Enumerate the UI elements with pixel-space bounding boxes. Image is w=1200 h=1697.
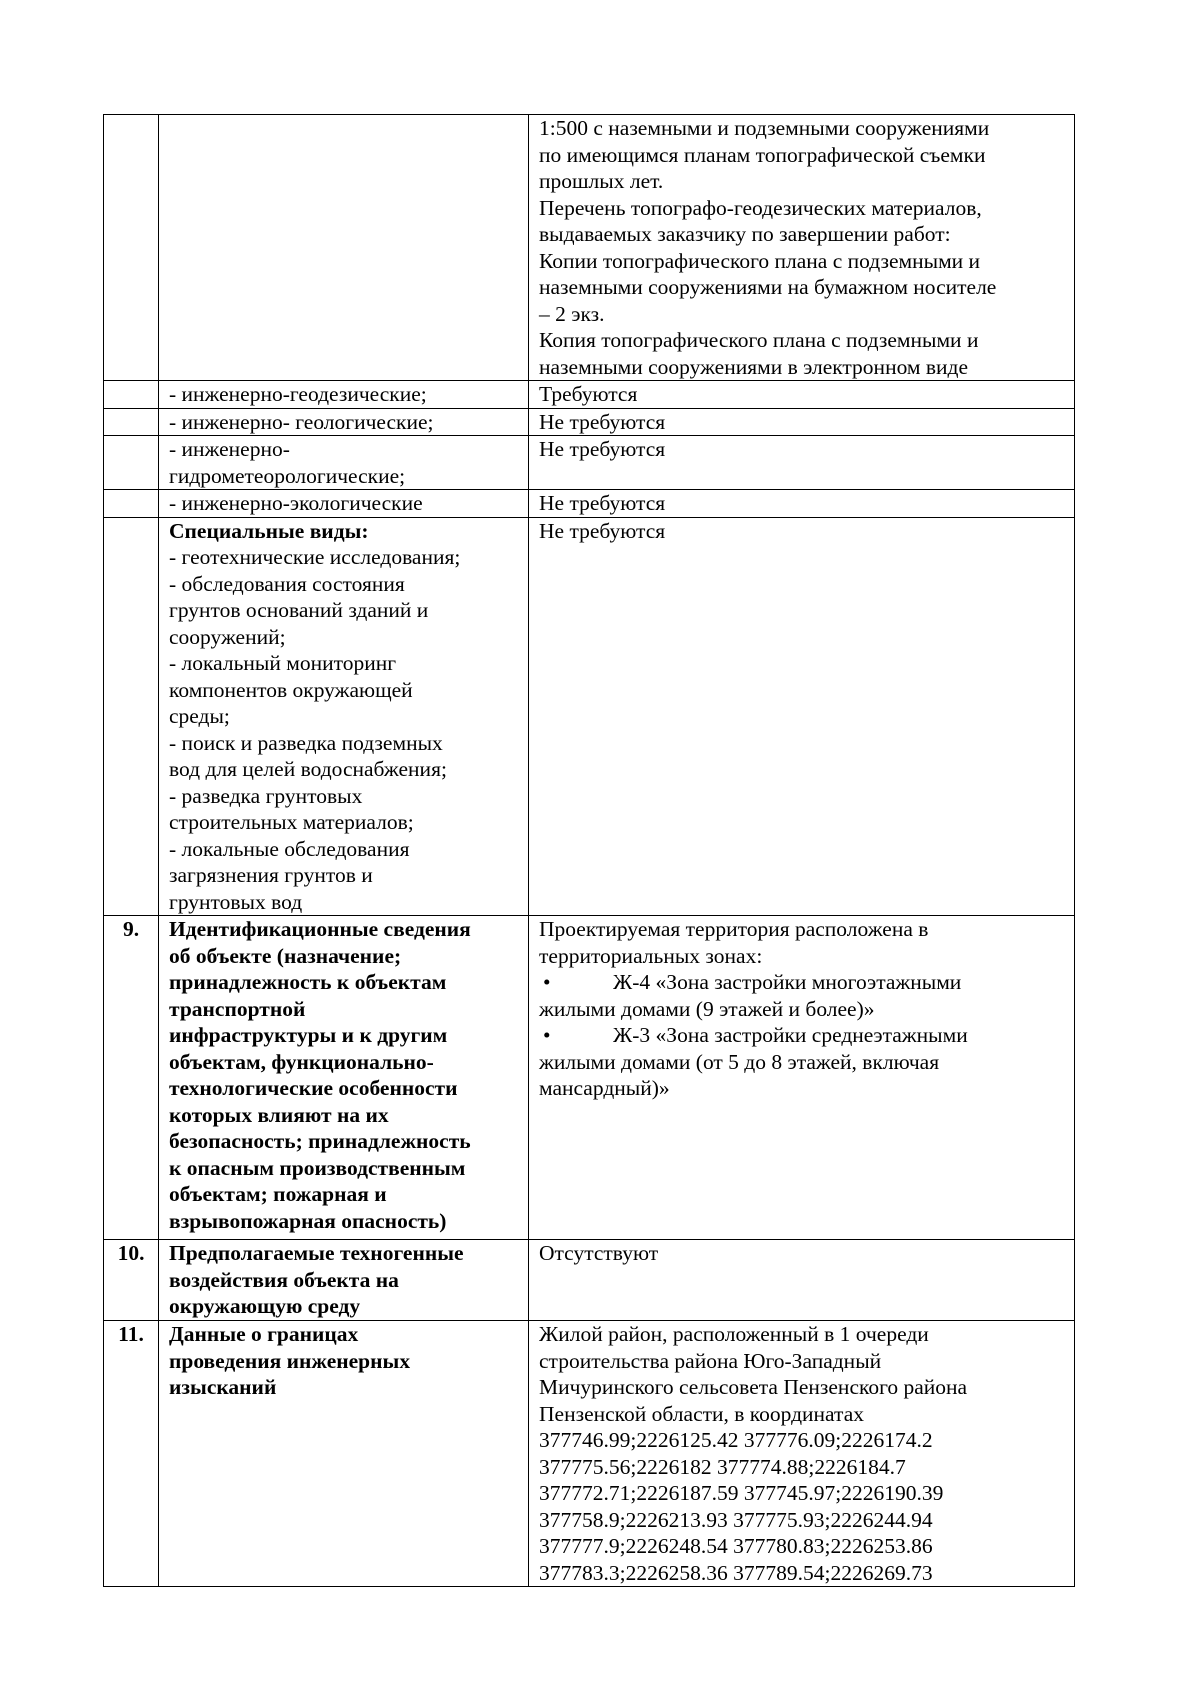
survey-status: Не требуются [539, 518, 666, 543]
text-line: Мичуринского сельсовета Пензенского района [539, 1375, 968, 1399]
text-line: воздействия объекта на [169, 1267, 399, 1292]
coordinates-line: 377746.99;2226125.42 377776.09;2226174.2 [539, 1428, 933, 1452]
text-line: - обследования состояния [169, 571, 405, 596]
text-line: выдаваемых заказчику по завершении работ: [539, 222, 951, 246]
text-line: - геотехнические исследования; [169, 545, 461, 569]
text-line: сооружений; [169, 624, 286, 649]
text-line: прошлых лет. [539, 169, 664, 193]
value-cell [529, 381, 1075, 409]
label-cell [159, 517, 529, 916]
coordinates-line: 377758.9;2226213.93 377775.93;2226244.94 [539, 1507, 933, 1532]
text-line: объектам, функционально- [169, 1049, 434, 1074]
value-cell [529, 1321, 1075, 1587]
survey-type-label: - инженерно-экологические [169, 491, 423, 515]
text-line: грунтов оснований зданий и [169, 598, 429, 622]
table-row [104, 408, 1075, 436]
label-cell [159, 1240, 529, 1321]
table-row [104, 517, 1075, 916]
text-line: Данные о границах [169, 1322, 359, 1346]
text-line: по имеющимся планам топографической съемки [539, 142, 986, 167]
zone-text: Ж-4 «Зона застройки многоэтажными [613, 970, 962, 994]
row-number-cell [104, 115, 159, 381]
text-line: вод для целей водоснабжения; [169, 757, 447, 781]
table-row [104, 436, 1075, 490]
row-number-cell [104, 490, 159, 518]
coordinates-line: 377777.9;2226248.54 377780.83;2226253.86 [539, 1534, 933, 1558]
text-line: территориальных зонах: [539, 943, 763, 968]
survey-status: Не требуются [539, 437, 666, 461]
text-line: об объекте (назначение; [169, 943, 402, 968]
table-row [104, 916, 1075, 1240]
text-line: Копии топографического плана с подземными и [539, 248, 981, 273]
text-line: - локальные обследования [169, 836, 410, 861]
text-line: Идентификационные сведения [169, 917, 471, 941]
text-line: транспортной [169, 996, 306, 1021]
text-line: окружающую среду [169, 1294, 361, 1318]
text-line: мансардный)» [539, 1076, 670, 1100]
value-cell [529, 436, 1075, 490]
value-cell [529, 1240, 1075, 1321]
text-line: Пензенской области, в координатах [539, 1401, 864, 1426]
table-row [104, 490, 1075, 518]
zone-list-item [539, 1022, 1068, 1049]
text-line: наземными сооружениями в электронном виде [539, 354, 969, 379]
label-cell [159, 490, 529, 518]
label-cell [159, 1321, 529, 1587]
text-line: к опасным производственным [169, 1155, 466, 1180]
survey-type-label: - инженерно- [169, 437, 290, 461]
text-line: среды; [169, 704, 230, 728]
bullet-icon: • [543, 1023, 551, 1047]
value-cell [529, 115, 1075, 381]
text-line: которых влияют на их [169, 1102, 389, 1127]
row-number: 11. [104, 1321, 159, 1587]
text-line: жилыми домами (от 5 до 8 этажей, включая [539, 1049, 940, 1074]
survey-status: Не требуются [539, 409, 666, 434]
table-row [104, 115, 1075, 381]
label-cell [159, 916, 529, 1240]
text-line: грунтовых вод [169, 889, 303, 914]
text-line: объектам; пожарная и [169, 1182, 387, 1206]
coordinates-line: 377775.56;2226182 377774.88;2226184.7 [539, 1454, 906, 1479]
table-row [104, 381, 1075, 409]
table-row [104, 1240, 1075, 1321]
special-types-heading: Специальные виды: [169, 518, 369, 543]
text-line: строительных материалов; [169, 810, 414, 834]
text-line: технологические особенности [169, 1076, 458, 1100]
table-row [104, 1321, 1075, 1587]
text-line: компонентов окружающей [169, 677, 413, 702]
survey-status: Не требуются [539, 491, 666, 515]
label-cell [159, 408, 529, 436]
text-line: проведения инженерных [169, 1348, 411, 1373]
text-line: 1:500 с наземными и подземными сооружениями [539, 116, 990, 140]
survey-status: Требуются [539, 382, 638, 406]
text-line: загрязнения грунтов и [169, 863, 373, 887]
text-line: – 2 экз. [539, 301, 605, 326]
zone-text: Ж-3 «Зона застройки среднеэтажными [613, 1023, 968, 1047]
text-line: Перечень топографо-геодезических материалов, [539, 195, 982, 220]
value-cell [529, 916, 1075, 1240]
text-line: строительства района Юго-Западный [539, 1348, 882, 1373]
text-line: принадлежность к объектам [169, 970, 447, 994]
requirements-table [103, 114, 1075, 1587]
document-page [103, 114, 1074, 1587]
value-cell [529, 517, 1075, 916]
row-number-cell [104, 517, 159, 916]
survey-type-label: - инженерно- геологические; [169, 409, 434, 434]
row-number-cell [104, 381, 159, 409]
text-line: - разведка грунтовых [169, 783, 363, 808]
text-line: инфраструктуры и к другим [169, 1023, 448, 1047]
row-number: 10. [104, 1240, 159, 1321]
label-cell [159, 436, 529, 490]
row-number-cell [104, 436, 159, 490]
impact-value: Отсутствуют [539, 1241, 659, 1265]
row-number: 9. [104, 916, 159, 1240]
zone-list-item [539, 969, 1068, 996]
text-line: Проектируемая территория расположена в [539, 917, 929, 941]
text-line: - локальный мониторинг [169, 651, 397, 675]
text-line: Предполагаемые техногенные [169, 1241, 464, 1265]
label-cell [159, 115, 529, 381]
coordinates-line: 377783.3;2226258.36 377789.54;2226269.73 [539, 1560, 933, 1585]
coordinates-line: 377772.71;2226187.59 377745.97;2226190.39 [539, 1481, 944, 1505]
text-line: Жилой район, расположенный в 1 очереди [539, 1322, 929, 1346]
text-line: наземными сооружениями на бумажном носителе [539, 275, 997, 299]
value-cell [529, 490, 1075, 518]
text-line: изысканий [169, 1375, 277, 1399]
text-line: Копия топографического плана с подземными и [539, 328, 979, 352]
text-line: безопасность; принадлежность [169, 1129, 471, 1153]
row-number-cell [104, 408, 159, 436]
value-cell [529, 408, 1075, 436]
text-line: жилыми домами (9 этажей и более)» [539, 996, 875, 1021]
text-line: - поиск и разведка подземных [169, 730, 443, 755]
text-line: взрывопожарная опасность) [169, 1208, 447, 1233]
survey-type-label: гидрометеорологические; [169, 463, 406, 488]
label-cell [159, 381, 529, 409]
bullet-icon: • [543, 970, 551, 994]
survey-type-label: - инженерно-геодезические; [169, 382, 427, 406]
